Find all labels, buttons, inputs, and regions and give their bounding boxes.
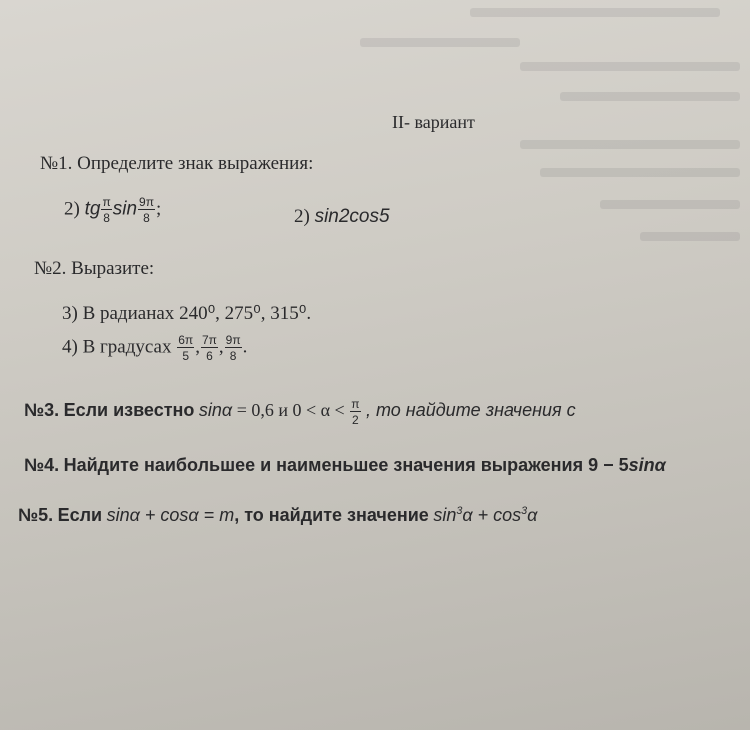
task4-text: Найдите наибольшее и наименьшее значения выражения 9 − 5 <box>63 455 629 475</box>
comma-1: , <box>195 336 200 358</box>
task3-text-b: = 0,6 и 0 < α < <box>236 400 345 421</box>
task1-item-b <box>294 206 390 228</box>
task3-tail: , то найдите значения с <box>366 400 576 421</box>
task2-number: №2. <box>34 258 67 279</box>
task2-item-b-text: 4) В градусах <box>62 336 172 358</box>
task3-sin-expression: sinα <box>198 400 233 421</box>
task1-heading <box>40 153 313 175</box>
task3-line <box>24 398 576 426</box>
fraction-9pi-over-8: $\frac{9\pi}{8}$ <box>139 195 154 225</box>
task2-item-a <box>62 302 311 325</box>
task5-text-b: , то найдите значение <box>234 505 429 525</box>
sin-function: sin <box>112 198 138 220</box>
task1-item-b-expression: sin2cos5 <box>314 206 390 227</box>
tg-function: tg <box>84 198 101 220</box>
task1-item-a <box>64 196 161 224</box>
task5-expression-b: $\sin^3\alpha + \cos^3\alpha$ <box>433 505 538 525</box>
task1-title: Определите знак выражения: <box>77 153 314 174</box>
task2-heading <box>34 258 154 280</box>
task4-number: №4. <box>24 455 60 475</box>
variant-title: II- вариант <box>392 112 475 132</box>
task5-line <box>18 505 537 526</box>
fraction-9pi-over-8: $\frac{9\pi}{8}$ <box>225 333 241 363</box>
fraction-pi-over-2: $\frac{\pi}{2}$ <box>351 397 360 427</box>
fraction-6pi-over-5: $\frac{6\pi}{5}$ <box>178 333 194 363</box>
task3-text-a: Если известно <box>63 400 195 421</box>
task5-number: №5. <box>18 505 54 525</box>
task3-number: №3. <box>24 400 60 421</box>
task2-title: Выразите: <box>71 258 155 279</box>
task4-line <box>24 455 666 476</box>
task2-item-a-text: 3) В радианах <box>62 303 175 324</box>
semicolon: ; <box>155 198 162 220</box>
task5-text-a: Если <box>57 505 103 525</box>
comma-2: , <box>218 336 224 358</box>
fraction-pi-over-8: $\frac{\pi}{8}$ <box>102 195 111 225</box>
task1-number: №1. <box>40 153 73 174</box>
fraction-7pi-over-6: $\frac{7\pi}{6}$ <box>201 333 217 363</box>
task2-item-b <box>62 334 247 362</box>
task2-item-a-values: 240⁰, 275⁰, 315⁰. <box>179 303 312 324</box>
task5-expression-a: sinα + cosα = m <box>106 505 235 525</box>
task1-item-b-prefix: 2) <box>294 206 310 227</box>
task1-item-a-prefix: 2) <box>64 198 80 220</box>
period: . <box>242 336 248 358</box>
task4-tail: sinα <box>628 455 666 475</box>
